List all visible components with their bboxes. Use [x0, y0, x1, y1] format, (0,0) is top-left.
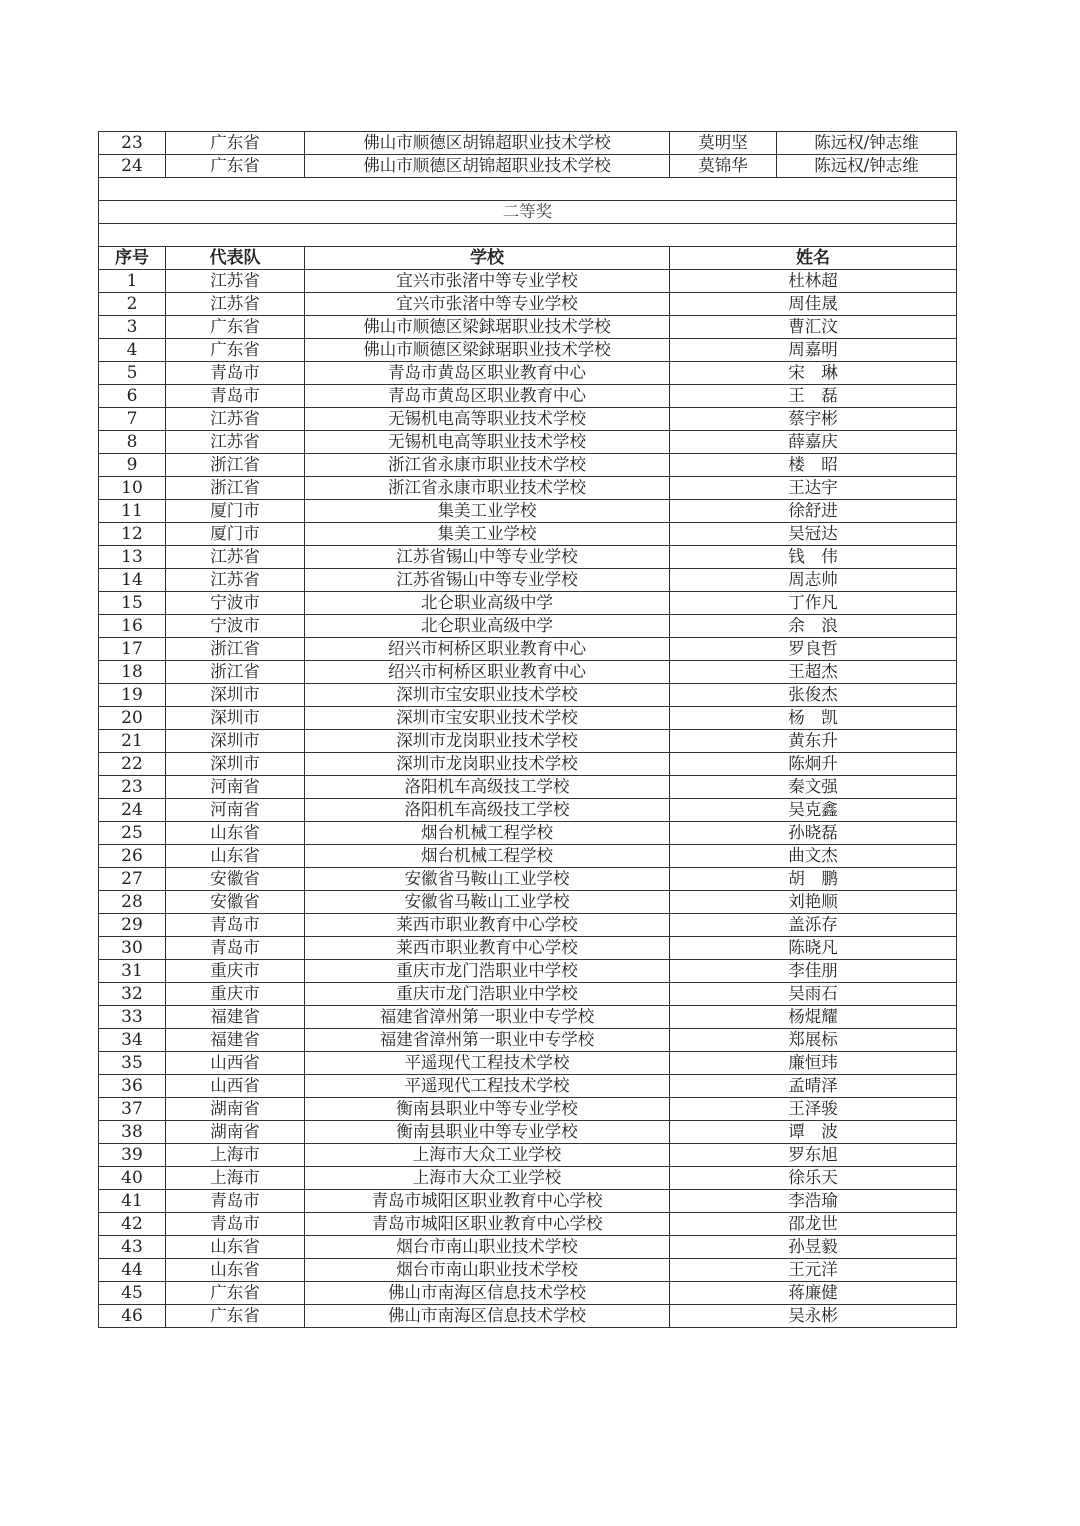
school-cell: 衡南县职业中等专业学校: [305, 1098, 670, 1121]
school-cell: 青岛市城阳区职业教育中心学校: [305, 1213, 670, 1236]
blank-cell: [99, 224, 957, 247]
name-cell: 罗东旭: [670, 1144, 957, 1167]
serial-number-cell: 45: [99, 1282, 166, 1305]
name-cell: 孙晓磊: [670, 822, 957, 845]
name-cell: 杨焜耀: [670, 1006, 957, 1029]
team-cell: 山东省: [166, 822, 305, 845]
serial-number-cell: 46: [99, 1305, 166, 1328]
team-cell: 青岛市: [166, 914, 305, 937]
school-cell: 深圳市龙岗职业技术学校: [305, 753, 670, 776]
school-cell: 烟台机械工程学校: [305, 822, 670, 845]
table-row: [99, 431, 957, 454]
serial-number-cell: 8: [99, 431, 166, 454]
table-row: [99, 1075, 957, 1098]
table-row: [99, 845, 957, 868]
name-cell: 楼 昭: [670, 454, 957, 477]
name-cell: 郑展标: [670, 1029, 957, 1052]
school-cell: 重庆市龙门浩职业中学校: [305, 960, 670, 983]
team-cell: 江苏省: [166, 546, 305, 569]
school-cell: 上海市大众工业学校: [305, 1167, 670, 1190]
school-cell: 佛山市顺德区梁銶琚职业技术学校: [305, 316, 670, 339]
team-cell: 厦门市: [166, 523, 305, 546]
table-row: [99, 615, 957, 638]
table-row: [99, 523, 957, 546]
school-cell: 北仑职业高级中学: [305, 615, 670, 638]
name-cell: 蒋廉健: [670, 1282, 957, 1305]
header-team: 代表队: [166, 247, 305, 270]
name-cell: 莫锦华: [670, 155, 777, 178]
serial-number-cell: 15: [99, 592, 166, 615]
team-cell: 深圳市: [166, 707, 305, 730]
table-row: [99, 960, 957, 983]
name-cell: 孙昱毅: [670, 1236, 957, 1259]
table-row: [99, 477, 957, 500]
school-cell: 平遥现代工程技术学校: [305, 1075, 670, 1098]
table-row: [99, 730, 957, 753]
header-serial-number: 序号: [99, 247, 166, 270]
table-row: [99, 1029, 957, 1052]
team-cell: 江苏省: [166, 270, 305, 293]
serial-number-cell: 29: [99, 914, 166, 937]
serial-number-cell: 27: [99, 868, 166, 891]
team-cell: 浙江省: [166, 661, 305, 684]
school-cell: 浙江省永康市职业技术学校: [305, 454, 670, 477]
school-cell: 烟台机械工程学校: [305, 845, 670, 868]
school-cell: 衡南县职业中等专业学校: [305, 1121, 670, 1144]
team-cell: 重庆市: [166, 983, 305, 1006]
name-cell: 罗良哲: [670, 638, 957, 661]
serial-number-cell: 44: [99, 1259, 166, 1282]
serial-number-cell: 6: [99, 385, 166, 408]
team-cell: 青岛市: [166, 937, 305, 960]
team-cell: 青岛市: [166, 1213, 305, 1236]
table-row: [99, 1190, 957, 1213]
table-row: [99, 569, 957, 592]
table-row: [99, 776, 957, 799]
name-cell: 陈晓凡: [670, 937, 957, 960]
serial-number-cell: 38: [99, 1121, 166, 1144]
school-cell: 佛山市顺德区胡锦超职业技术学校: [305, 155, 670, 178]
serial-number-cell: 21: [99, 730, 166, 753]
table-row: [99, 592, 957, 615]
school-cell: 烟台市南山职业技术学校: [305, 1236, 670, 1259]
table-row: [99, 891, 957, 914]
serial-number-cell: 24: [99, 799, 166, 822]
serial-number-cell: 10: [99, 477, 166, 500]
team-cell: 湖南省: [166, 1121, 305, 1144]
table-row: [99, 914, 957, 937]
serial-number-cell: 20: [99, 707, 166, 730]
serial-number-cell: 23: [99, 132, 166, 155]
name-cell: 曹汇汶: [670, 316, 957, 339]
school-cell: 安徽省马鞍山工业学校: [305, 891, 670, 914]
team-cell: 广东省: [166, 339, 305, 362]
serial-number-cell: 12: [99, 523, 166, 546]
name-cell: 刘艳顺: [670, 891, 957, 914]
team-cell: 江苏省: [166, 431, 305, 454]
school-cell: 洛阳机车高级技工学校: [305, 799, 670, 822]
team-cell: 山东省: [166, 1259, 305, 1282]
team-cell: 青岛市: [166, 1190, 305, 1213]
header-row: [99, 247, 957, 270]
name-cell: 蔡宇彬: [670, 408, 957, 431]
name-cell: 黄东升: [670, 730, 957, 753]
table-row: [99, 753, 957, 776]
serial-number-cell: 35: [99, 1052, 166, 1075]
school-cell: 洛阳机车高级技工学校: [305, 776, 670, 799]
name-cell: 李浩瑜: [670, 1190, 957, 1213]
table-row: [99, 500, 957, 523]
table-row: [99, 799, 957, 822]
name-cell: 吴克鑫: [670, 799, 957, 822]
school-cell: 青岛市黄岛区职业教育中心: [305, 362, 670, 385]
serial-number-cell: 43: [99, 1236, 166, 1259]
table-row: [99, 1052, 957, 1075]
serial-number-cell: 41: [99, 1190, 166, 1213]
team-cell: 重庆市: [166, 960, 305, 983]
team-cell: 湖南省: [166, 1098, 305, 1121]
name-cell: 王泽骏: [670, 1098, 957, 1121]
name-cell: 徐舒进: [670, 500, 957, 523]
team-cell: 青岛市: [166, 385, 305, 408]
team-cell: 广东省: [166, 1305, 305, 1328]
serial-number-cell: 26: [99, 845, 166, 868]
school-cell: 福建省漳州第一职业中专学校: [305, 1006, 670, 1029]
serial-number-cell: 37: [99, 1098, 166, 1121]
team-cell: 浙江省: [166, 638, 305, 661]
serial-number-cell: 31: [99, 960, 166, 983]
serial-number-cell: 23: [99, 776, 166, 799]
name-cell: 邵龙世: [670, 1213, 957, 1236]
team-cell: 江苏省: [166, 569, 305, 592]
table-row: [99, 1167, 957, 1190]
serial-number-cell: 17: [99, 638, 166, 661]
school-cell: 绍兴市柯桥区职业教育中心: [305, 661, 670, 684]
serial-number-cell: 28: [99, 891, 166, 914]
name-cell: 王超杰: [670, 661, 957, 684]
serial-number-cell: 30: [99, 937, 166, 960]
school-cell: 无锡机电高等职业技术学校: [305, 431, 670, 454]
table-row: [99, 1213, 957, 1236]
table-row: [99, 1259, 957, 1282]
team-cell: 广东省: [166, 316, 305, 339]
serial-number-cell: 34: [99, 1029, 166, 1052]
name-cell: 杜林超: [670, 270, 957, 293]
serial-number-cell: 4: [99, 339, 166, 362]
name-cell: 钱 伟: [670, 546, 957, 569]
team-cell: 深圳市: [166, 753, 305, 776]
team-cell: 山西省: [166, 1075, 305, 1098]
table-row: [99, 1006, 957, 1029]
name-cell: 丁作凡: [670, 592, 957, 615]
serial-number-cell: 18: [99, 661, 166, 684]
school-cell: 安徽省马鞍山工业学校: [305, 868, 670, 891]
team-cell: 宁波市: [166, 592, 305, 615]
name-cell: 吴永彬: [670, 1305, 957, 1328]
name-cell: 吴雨石: [670, 983, 957, 1006]
school-cell: 福建省漳州第一职业中专学校: [305, 1029, 670, 1052]
school-cell: 烟台市南山职业技术学校: [305, 1259, 670, 1282]
serial-number-cell: 13: [99, 546, 166, 569]
name-cell: 曲文杰: [670, 845, 957, 868]
team-cell: 安徽省: [166, 891, 305, 914]
school-cell: 集美工业学校: [305, 500, 670, 523]
header-school: 学校: [305, 247, 670, 270]
header-name: 姓名: [670, 247, 957, 270]
school-cell: 青岛市城阳区职业教育中心学校: [305, 1190, 670, 1213]
name-cell: 陈炯升: [670, 753, 957, 776]
team-cell: 山东省: [166, 1236, 305, 1259]
name-cell: 宋 琳: [670, 362, 957, 385]
serial-number-cell: 36: [99, 1075, 166, 1098]
school-cell: 佛山市顺德区梁銶琚职业技术学校: [305, 339, 670, 362]
table-row: [99, 822, 957, 845]
school-cell: 莱西市职业教育中心学校: [305, 937, 670, 960]
table-row: [99, 454, 957, 477]
team-cell: 河南省: [166, 776, 305, 799]
school-cell: 深圳市宝安职业技术学校: [305, 684, 670, 707]
serial-number-cell: 40: [99, 1167, 166, 1190]
school-cell: 深圳市龙岗职业技术学校: [305, 730, 670, 753]
blank-cell: [99, 178, 957, 201]
school-cell: 青岛市黄岛区职业教育中心: [305, 385, 670, 408]
serial-number-cell: 19: [99, 684, 166, 707]
team-cell: 上海市: [166, 1144, 305, 1167]
team-cell: 江苏省: [166, 293, 305, 316]
table-row: [99, 1305, 957, 1328]
table-row: [99, 638, 957, 661]
name-cell: 徐乐天: [670, 1167, 957, 1190]
team-cell: 广东省: [166, 155, 305, 178]
serial-number-cell: 39: [99, 1144, 166, 1167]
table-row: [99, 1098, 957, 1121]
team-cell: 宁波市: [166, 615, 305, 638]
table-row: [99, 661, 957, 684]
school-cell: 上海市大众工业学校: [305, 1144, 670, 1167]
name-cell: 张俊杰: [670, 684, 957, 707]
name-cell: 廉恒玮: [670, 1052, 957, 1075]
serial-number-cell: 33: [99, 1006, 166, 1029]
school-cell: 佛山市南海区信息技术学校: [305, 1282, 670, 1305]
school-cell: 无锡机电高等职业技术学校: [305, 408, 670, 431]
serial-number-cell: 5: [99, 362, 166, 385]
serial-number-cell: 1: [99, 270, 166, 293]
team-cell: 厦门市: [166, 500, 305, 523]
team-cell: 河南省: [166, 799, 305, 822]
table-row: [99, 1236, 957, 1259]
table-row: [99, 385, 957, 408]
team-cell: 深圳市: [166, 730, 305, 753]
section-title-row: [99, 201, 957, 224]
school-cell: 集美工业学校: [305, 523, 670, 546]
coach-cell: 陈远权/钟志维: [777, 132, 957, 155]
table-row: [99, 408, 957, 431]
team-cell: 江苏省: [166, 408, 305, 431]
name-cell: 杨 凯: [670, 707, 957, 730]
school-cell: 宜兴市张渚中等专业学校: [305, 270, 670, 293]
table-row: [99, 546, 957, 569]
coach-cell: 陈远权/钟志维: [777, 155, 957, 178]
table-row: [99, 270, 957, 293]
team-cell: 广东省: [166, 1282, 305, 1305]
school-cell: 深圳市宝安职业技术学校: [305, 707, 670, 730]
school-cell: 平遥现代工程技术学校: [305, 1052, 670, 1075]
school-cell: 江苏省锡山中等专业学校: [305, 569, 670, 592]
serial-number-cell: 11: [99, 500, 166, 523]
name-cell: 莫明坚: [670, 132, 777, 155]
school-cell: 北仑职业高级中学: [305, 592, 670, 615]
school-cell: 佛山市南海区信息技术学校: [305, 1305, 670, 1328]
serial-number-cell: 22: [99, 753, 166, 776]
serial-number-cell: 3: [99, 316, 166, 339]
school-cell: 重庆市龙门浩职业中学校: [305, 983, 670, 1006]
name-cell: 吴冠达: [670, 523, 957, 546]
serial-number-cell: 16: [99, 615, 166, 638]
name-cell: 盖泺存: [670, 914, 957, 937]
section-title: 二等奖: [99, 201, 957, 224]
table-row: [99, 684, 957, 707]
serial-number-cell: 25: [99, 822, 166, 845]
school-cell: 浙江省永康市职业技术学校: [305, 477, 670, 500]
first-prize-row: [99, 155, 957, 178]
name-cell: 谭 波: [670, 1121, 957, 1144]
team-cell: 上海市: [166, 1167, 305, 1190]
name-cell: 王 磊: [670, 385, 957, 408]
name-cell: 胡 鹏: [670, 868, 957, 891]
name-cell: 王达宇: [670, 477, 957, 500]
team-cell: 山东省: [166, 845, 305, 868]
name-cell: 李佳朋: [670, 960, 957, 983]
table-row: [99, 362, 957, 385]
awards-table: [98, 131, 957, 1328]
name-cell: 孟晴泽: [670, 1075, 957, 1098]
school-cell: 莱西市职业教育中心学校: [305, 914, 670, 937]
serial-number-cell: 14: [99, 569, 166, 592]
serial-number-cell: 24: [99, 155, 166, 178]
table-row: [99, 937, 957, 960]
team-cell: 青岛市: [166, 362, 305, 385]
table-row: [99, 339, 957, 362]
team-cell: 广东省: [166, 132, 305, 155]
team-cell: 福建省: [166, 1029, 305, 1052]
serial-number-cell: 32: [99, 983, 166, 1006]
serial-number-cell: 42: [99, 1213, 166, 1236]
awards-table-body: [99, 132, 957, 1328]
team-cell: 福建省: [166, 1006, 305, 1029]
name-cell: 薛嘉庆: [670, 431, 957, 454]
name-cell: 周佳晟: [670, 293, 957, 316]
serial-number-cell: 2: [99, 293, 166, 316]
team-cell: 安徽省: [166, 868, 305, 891]
team-cell: 浙江省: [166, 454, 305, 477]
blank-row: [99, 224, 957, 247]
table-row: [99, 1282, 957, 1305]
first-prize-row: [99, 132, 957, 155]
team-cell: 深圳市: [166, 684, 305, 707]
table-row: [99, 868, 957, 891]
table-row: [99, 983, 957, 1006]
team-cell: 浙江省: [166, 477, 305, 500]
team-cell: 山西省: [166, 1052, 305, 1075]
table-row: [99, 293, 957, 316]
school-cell: 江苏省锡山中等专业学校: [305, 546, 670, 569]
table-row: [99, 707, 957, 730]
school-cell: 佛山市顺德区胡锦超职业技术学校: [305, 132, 670, 155]
blank-row: [99, 178, 957, 201]
name-cell: 余 浪: [670, 615, 957, 638]
school-cell: 绍兴市柯桥区职业教育中心: [305, 638, 670, 661]
name-cell: 周嘉明: [670, 339, 957, 362]
name-cell: 王元洋: [670, 1259, 957, 1282]
serial-number-cell: 7: [99, 408, 166, 431]
school-cell: 宜兴市张渚中等专业学校: [305, 293, 670, 316]
name-cell: 周志帅: [670, 569, 957, 592]
table-row: [99, 316, 957, 339]
serial-number-cell: 9: [99, 454, 166, 477]
table-row: [99, 1121, 957, 1144]
table-row: [99, 1144, 957, 1167]
name-cell: 秦文强: [670, 776, 957, 799]
